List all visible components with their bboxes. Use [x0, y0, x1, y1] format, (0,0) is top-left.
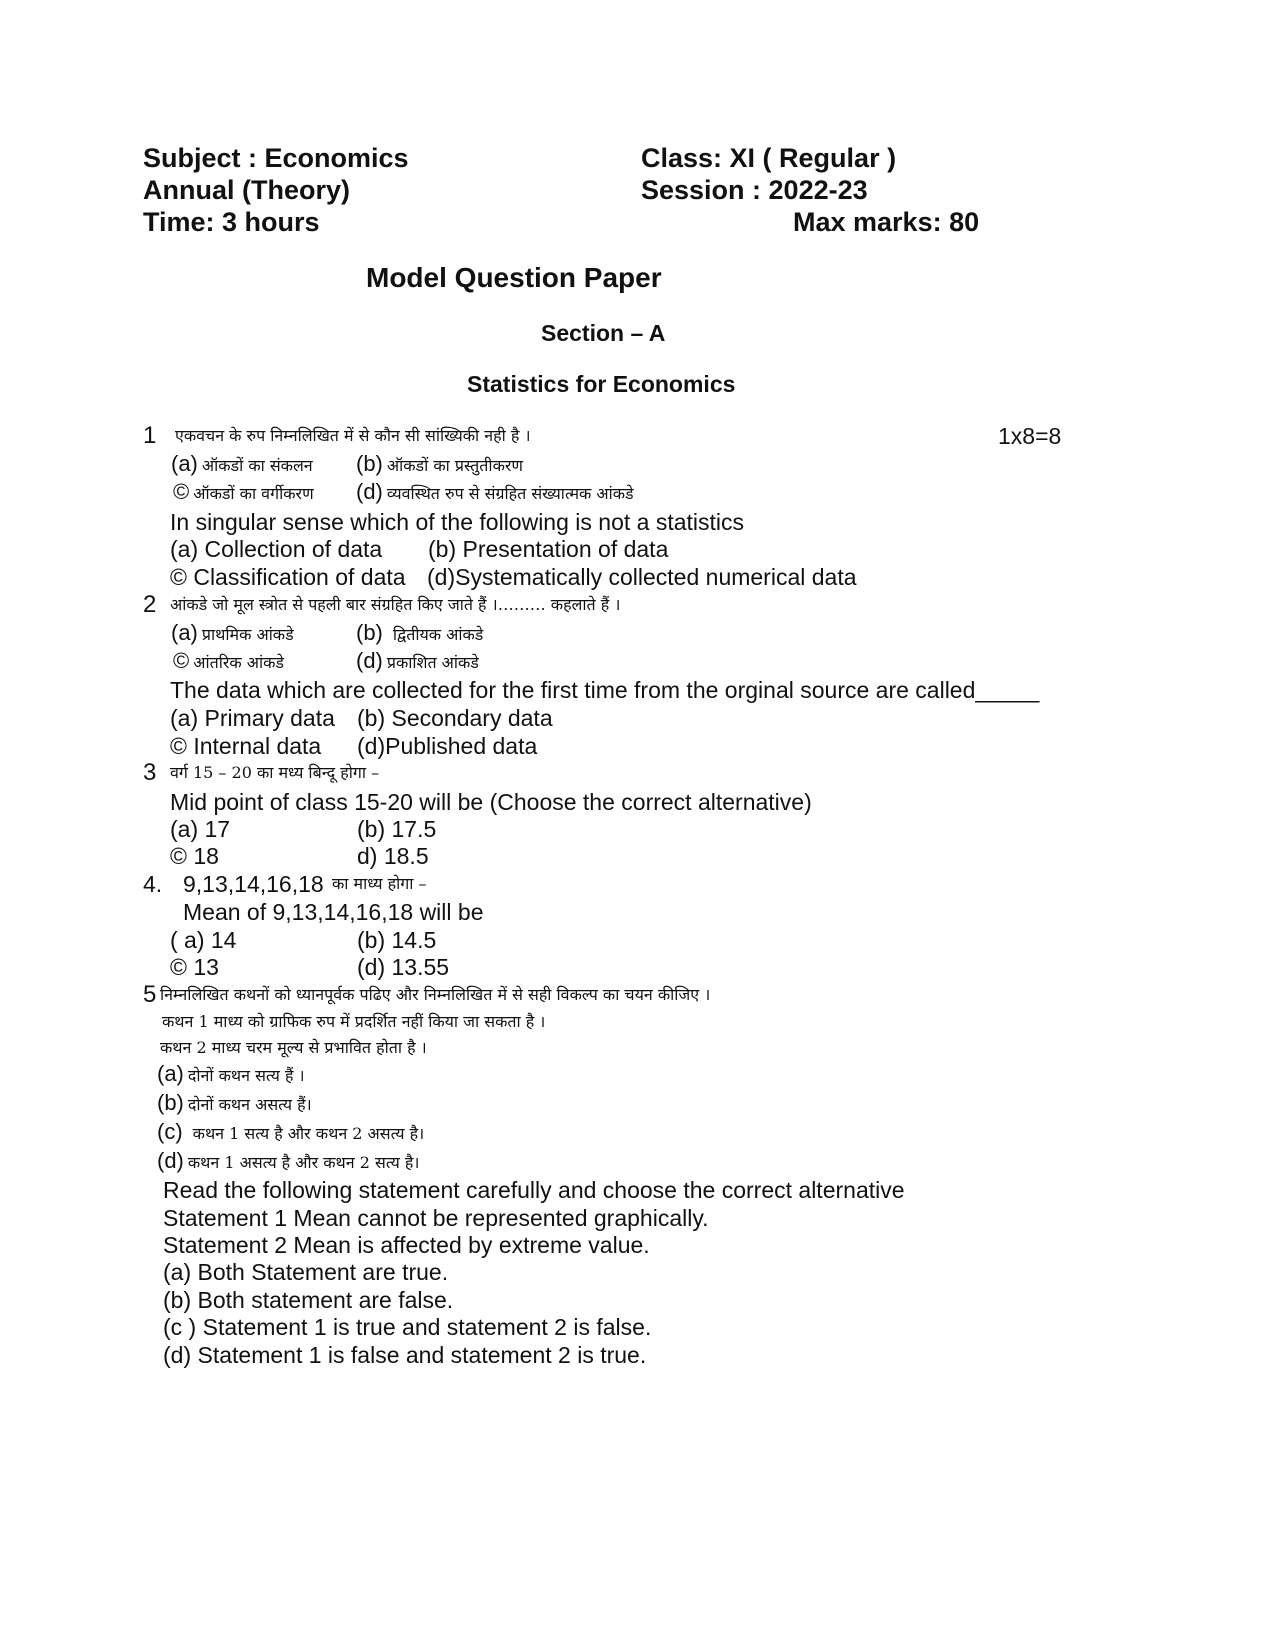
- option-text: कथन 1 सत्य है और कथन 2 असत्य है।: [192, 1124, 425, 1143]
- option-label: (d): [157, 1148, 184, 1173]
- q5-english-statement-1: Statement 1 Mean cannot be represented graphically.: [163, 1205, 709, 1231]
- option-text: प्राथमिक आंकडे: [201, 625, 294, 644]
- q2-english-option-b: (b) Secondary data: [357, 705, 553, 731]
- q3-english-question: Mid point of class 15-20 will be (Choose the correct alternative): [170, 789, 812, 815]
- option-text: ऑकडों का संकलन: [201, 456, 313, 475]
- q2-english-option-d: (d)Published data: [357, 733, 538, 759]
- subtitle: Statistics for Economics: [467, 371, 736, 397]
- option-text: दोनों कथन असत्य हैं।: [187, 1095, 312, 1114]
- q1-number: 1: [143, 422, 157, 449]
- q5-hindi-option-a: [157, 1061, 305, 1090]
- q2-hindi-option-a: [171, 620, 294, 649]
- q5-number: 5: [143, 981, 157, 1008]
- option-text: द्वितीयक आंकडे: [392, 625, 484, 644]
- q1-english-option-a: (a) Collection of data: [170, 536, 383, 562]
- q2-english-option-c: © Internal data: [170, 733, 322, 759]
- option-label: (d): [356, 648, 383, 673]
- q1-hindi-option-a: [171, 451, 313, 480]
- option-label: (d): [356, 479, 383, 504]
- q2-hindi-option-d: [356, 648, 479, 677]
- q5-hindi-statement-1: कथन 1 माध्य को ग्राफिक रुप में प्रदर्शित नहीं किया जा सकता है ।: [162, 1012, 546, 1031]
- class-label: Class: XI ( Regular ): [641, 143, 897, 173]
- q1-english-question: In singular sense which of the following is not a statistics: [170, 509, 745, 535]
- q4-english-question: Mean of 9,13,14,16,18 will be: [183, 899, 484, 925]
- q4-english-option-d: (d) 13.55: [357, 954, 450, 980]
- q3-english-option-c: © 18: [170, 843, 219, 869]
- subject-label: Subject : Economics: [143, 143, 409, 173]
- q5-english-option-b: (b) Both statement are false.: [163, 1287, 454, 1313]
- paper-title: Model Question Paper: [366, 262, 662, 293]
- q2-number: 2: [143, 591, 157, 618]
- option-label: (b): [356, 451, 383, 476]
- q5-english-option-d: (d) Statement 1 is false and statement 2 is true.: [163, 1342, 647, 1368]
- q4-english-option-c: © 13: [170, 954, 219, 980]
- q1-english-option-c: © Classification of data: [170, 564, 406, 590]
- q5-english-statement-2: Statement 2 Mean is affected by extreme value.: [163, 1232, 650, 1258]
- q1-hindi-question: एकवचन के रुप निम्नलिखित में से कौन सी सांख्यिकी नही है ।: [175, 426, 531, 445]
- q1-english-option-d: (d)Systematically collected numerical data: [427, 564, 857, 590]
- option-text: ऑकडों का प्रस्तुतीकरण: [386, 456, 523, 475]
- option-text: दोनों कथन सत्य हैं ।: [187, 1066, 305, 1085]
- option-label: (b): [157, 1090, 184, 1115]
- q1-hindi-option-b: [356, 451, 523, 480]
- q1-marks: 1x8=8: [998, 423, 1062, 449]
- option-label: ©: [173, 479, 190, 504]
- q5-english-option-a: (a) Both Statement are true.: [163, 1259, 449, 1285]
- q5-hindi-statement-2: कथन 2 माध्य चरम मूल्य से प्रभावित होता है ।: [160, 1038, 427, 1057]
- option-label: ©: [173, 648, 190, 673]
- q5-hindi-option-c: [157, 1119, 424, 1148]
- q5-english-option-c: (c ) Statement 1 is true and statement 2 is false.: [163, 1314, 652, 1340]
- q5-english-question: Read the following statement carefully and choose the correct alternative: [163, 1177, 905, 1203]
- q5-hindi-question: निम्नलिखित कथनों को ध्यानपूर्वक पढिए और निम्नलिखित में से सही विकल्प का चयन कीजिए ।: [160, 985, 711, 1004]
- q2-english-question: The data which are collected for the first time from the orginal source are called_____: [170, 677, 1040, 703]
- q4-series: 9,13,14,16,18: [183, 871, 324, 897]
- q1-hindi-option-c: [173, 479, 314, 508]
- option-label: (a): [171, 451, 198, 476]
- time-label: Time: 3 hours: [143, 207, 320, 237]
- q3-number: 3: [143, 759, 157, 786]
- q3-hindi-question: वर्ग 15 – 20 का मध्य बिन्दू होगा –: [170, 763, 380, 782]
- q3-english-option-d: d) 18.5: [357, 843, 429, 869]
- max-marks-label: Max marks: 80: [793, 207, 980, 237]
- option-text: कथन 1 असत्य है और कथन 2 सत्य है।: [187, 1153, 420, 1172]
- option-label: (a): [157, 1061, 184, 1086]
- q1-english-option-b: (b) Presentation of data: [428, 536, 669, 562]
- q4-english-option-a: ( a) 14: [170, 927, 237, 953]
- q2-hindi-question: आंकडे जो मूल स्त्रोत से पहली बार संग्रहित किए जाते हैं ।……… कहलाते हैं ।: [170, 595, 621, 614]
- q4-hindi-question: का माध्य होगा –: [332, 874, 427, 893]
- q4-english-option-b: (b) 14.5: [357, 927, 437, 953]
- option-label: (a): [171, 620, 198, 645]
- option-text: प्रकाशित आंकडे: [386, 653, 479, 672]
- q2-hindi-option-c: [173, 648, 284, 677]
- q2-hindi-option-b: [356, 620, 483, 649]
- option-text: ऑकडों का वर्गीकरण: [193, 484, 314, 503]
- q3-english-option-b: (b) 17.5: [357, 816, 437, 842]
- q4-number: 4.: [143, 871, 163, 897]
- q2-english-option-a: (a) Primary data: [170, 705, 335, 731]
- q3-english-option-a: (a) 17: [170, 816, 231, 842]
- q1-hindi-option-d: [356, 479, 634, 508]
- exam-label: Annual (Theory): [143, 175, 350, 205]
- option-text: आंतरिक आंकडे: [193, 653, 284, 672]
- q5-hindi-option-b: [157, 1090, 312, 1119]
- section-heading: Section – A: [541, 320, 666, 346]
- session-label: Session : 2022-23: [641, 175, 868, 205]
- option-label: (b): [356, 620, 383, 645]
- option-text: व्यवस्थित रुप से संग्रहित संख्यात्मक आंकडे: [386, 484, 634, 503]
- q5-hindi-option-d: [157, 1148, 419, 1177]
- option-label: (c): [157, 1119, 183, 1144]
